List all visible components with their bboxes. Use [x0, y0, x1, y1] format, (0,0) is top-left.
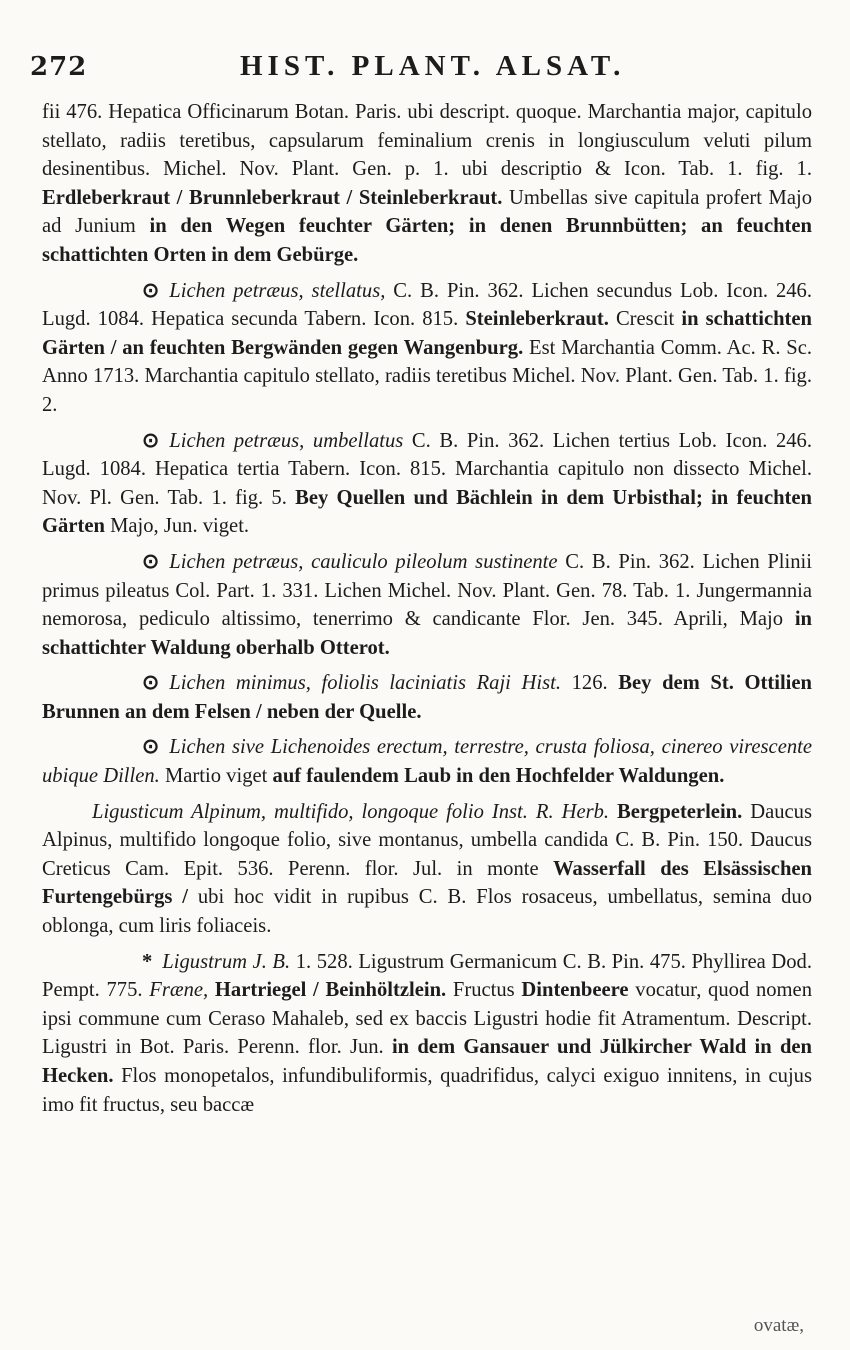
- blackletter-text: Hartriegel / Beinhöltzlein.: [214, 979, 447, 1002]
- paragraph: [42, 669, 812, 726]
- paragraph: [42, 277, 812, 420]
- blackletter-text: Bey dem St. Ottilien Brunnen an dem Felsen / neben der Quelle.: [42, 672, 812, 723]
- italic-text: Ligusticum Alpinum, multifido, longoque folio Inst. R. Herb.: [92, 800, 610, 823]
- paragraph: [42, 427, 812, 541]
- text-segment: Umbellas sive capitula profert Majo ad Junium: [42, 186, 812, 238]
- running-head: HIST. PLANT. ALSAT.: [240, 50, 626, 82]
- blackletter-text: in den Wegen feuchter Gärten; in denen Brunnbütten; an feuchten schattichten Orten in dem Gebürge.: [42, 215, 812, 266]
- paragraph: [42, 948, 812, 1120]
- entry-symbol: ⊙: [142, 672, 160, 695]
- italic-text: Lichen minimus, foliolis laciniatis Raji Hist.: [169, 672, 561, 695]
- text-segment: Fructus: [446, 979, 522, 1002]
- italic-text: Ligustrum J. B.: [162, 950, 291, 973]
- catchword: ovatæ,: [753, 1315, 804, 1336]
- body-text: [42, 98, 812, 1119]
- paragraph: [42, 98, 812, 270]
- blackletter-text: in dem Gansauer und Jülkircher Wald in den Hecken.: [42, 1036, 812, 1087]
- italic-text: Lichen sive Lichenoides erectum, terrestre, crusta foliosa, cinereo virescente ubique Dillen.: [42, 736, 812, 788]
- text-segment: Daucus Alpinus, multifido longoque folio, sive montanus, umbella candida C. B. Pin. 150. Daucus Creticus Cam. Epit. 536. Perenn. flor. Jul. in monte: [42, 800, 812, 880]
- entry-symbol: ⊙: [142, 550, 160, 573]
- text-segment: C. B. Pin. 362. Lichen secundus Lob. Icon. 246. Lugd. 1084. Hepatica secunda Tabern. Icon. 815.: [42, 279, 812, 331]
- italic-text: Lichen petræus, stellatus,: [169, 279, 386, 302]
- text-segment: Majo, Jun. viget.: [104, 515, 250, 538]
- text-segment: ubi hoc vidit in rupibus C. B. Flos rosaceus, umbellatus, semina duo oblonga, cum liris foliaceis.: [42, 886, 813, 938]
- text-segment: C. B. Pin. 362. Lichen tertius Lob. Icon. 246. Lugd. 1084. Hepatica tertia Tabern. Icon. 815. Marchantia capitulo non dissecto Michel. Nov. Pl. Gen. Tab. 1. fig. 5.: [42, 429, 812, 509]
- blackletter-text: Dintenbeere: [521, 979, 629, 1002]
- italic-text: Fræne,: [149, 979, 209, 1002]
- text-segment: vocatur, quod nomen ipsi commune cum Ceraso Mahaleb, sed ex baccis Ligustri hodie fit Atramentum. Descript. Ligustri in Bot. Paris. Perenn. flor. Jun.: [42, 979, 812, 1059]
- text-segment: fii 476. Hepatica Officinarum Botan. Paris. ubi descript. quoque. Marchantia major, capitulo stellato, radiis teretibus, capsularum feminalium crenis in longiusculum veluti pilum desinentibus. Michel. Nov. Plant. Gen. p. 1. ubi descriptio & Icon. Tab. 1. fig. 1.: [42, 101, 812, 181]
- text-segment: Crescit: [608, 308, 682, 331]
- paragraph: [42, 733, 812, 790]
- entry-symbol: ⊙: [142, 279, 160, 302]
- page-number: 272: [30, 52, 88, 82]
- blackletter-text: Bey Quellen und Bächlein in dem Urbisthal; in feuchten Gärten: [42, 486, 812, 538]
- blackletter-text: in schattichten Gärten / an feuchten Bergwänden gegen Wangenburg.: [42, 308, 812, 359]
- text-segment: 1. 528. Ligustrum Germanicum C. B. Pin. 475. Phyllirea Dod. Pempt. 775.: [42, 950, 812, 1002]
- blackletter-text: Steinleberkraut.: [465, 308, 609, 331]
- paragraph: [42, 548, 812, 662]
- italic-text: Lichen petræus, cauliculo pileolum sustinente: [169, 550, 558, 573]
- text-segment: C. B. Pin. 362. Lichen Plinii primus pileatus Col. Part. 1. 331. Lichen Michel. Nov. Plant. Gen. 78. Tab. 1. Jungermannia nemorosa, pediculo altissimo, tenerrimo & candicante Flor. Jen. 345. Aprili, Majo: [42, 550, 812, 631]
- text-segment: Martio viget: [159, 765, 273, 788]
- blackletter-text: Bergpeterlein.: [617, 800, 743, 823]
- page-header: [30, 48, 810, 88]
- blackletter-text: auf faulendem Laub in den Hochfelder Waldungen.: [272, 765, 725, 788]
- entry-symbol: ⊙: [142, 429, 160, 452]
- text-segment: Flos monopetalos, infundibuliformis, quadrifidus, calyci exiguo innitens, in cujus imo fit fructus, seu baccæ: [42, 1065, 812, 1116]
- paragraph: [42, 798, 812, 941]
- blackletter-text: Erdleberkraut / Brunnleberkraut / Steinleberkraut.: [42, 186, 503, 209]
- blackletter-text: Wasserfall des Elsässischen Furtengebürgs /: [42, 857, 812, 909]
- entry-symbol: *: [142, 950, 153, 973]
- text-segment: [609, 801, 617, 823]
- italic-text: Lichen petræus, umbellatus: [169, 429, 404, 452]
- blackletter-text: in schattichter Waldung oberhalb Otterot.: [42, 608, 812, 659]
- entry-symbol: ⊙: [142, 736, 160, 759]
- text-segment: [208, 979, 215, 1001]
- text-segment: 126.: [561, 672, 619, 695]
- text-segment: Est Marchantia Comm. Ac. R. Sc. Anno 1713. Marchantia capitulo stellato, radiis teretibus Michel. Nov. Plant. Gen. Tab. 1. fig. 2.: [42, 336, 813, 416]
